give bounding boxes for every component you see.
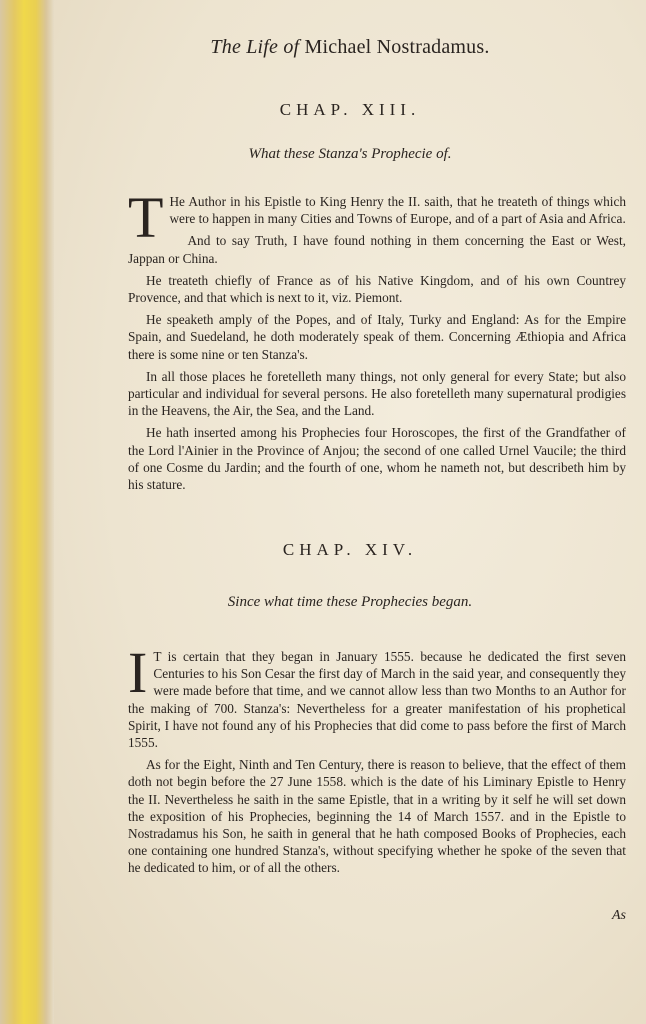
paragraph-text: He Author in his Epistle to King Henry the II. saith, that he treateth of things which were to happen in many Cities and Towns of Europe, and of a part of Asia and Africa. xyxy=(169,194,626,227)
running-header xyxy=(54,36,646,59)
chapter-14-heading: CHAP. XIV. xyxy=(282,540,418,559)
page-gutter xyxy=(0,0,54,1024)
paragraph: In all those places he foretelleth many things, not only general for every State; but also particular and individual for several persons. He also foretelleth many supernatural prodigies in the Heavens, the Air, the Sea, and the Land. xyxy=(128,368,626,419)
drop-cap: T xyxy=(128,185,164,250)
chapter-14-body xyxy=(128,640,626,882)
paragraph xyxy=(128,640,626,751)
paragraph-text: T is certain that they began in January 1555. because he dedicated the first seven Centuries to his Son Cesar the first day of March in the said year, and consequently they were made before that time, and we cannot allow less than two Months to an Author for the making of 700. Stanza's: Nevertheless for a greater manifestation of his prophetical Spirit, I have not found any of his Prophecies that did come to pass before the first of March 1555. xyxy=(128,649,626,751)
paragraph: He speaketh amply of the Popes, and of Italy, Turky and England: As for the Empire Spain, and Suedeland, he doth moderately speak of them. Concerning Æthiopia and Africa there is some nine or ten Stanza's. xyxy=(128,312,626,362)
paragraph: He treateth chiefly of France as of his Native Kingdom, and of his own Countrey Provence, and that which is next to it, viz. Piemont. xyxy=(128,272,626,306)
chapter-14-subtitle: Since what time these Prophecies began. xyxy=(227,594,473,610)
drop-cap: I xyxy=(128,640,148,705)
chapter-13-body xyxy=(128,185,626,498)
paragraph: And to say Truth, I have found nothing in them concerning the East or West, Jappan or China. xyxy=(128,233,626,266)
header-name: Michael Nostradamus. xyxy=(304,36,490,58)
catchword: As xyxy=(612,908,626,923)
header-prefix: The Life of xyxy=(210,36,300,58)
paragraph: As for the Eight, Ninth and Ten Century, there is reason to believe, that the effect of them doth not begin before the 27 June 1558. which is the date of his Liminary Epistle to Henry the II. Nevertheless he saith in the same Epistle, that in a writing by it self he will set down the exposition of his Prophecies, beginning the 14 of March 1557. and in the Epistle to Nostradamus his Son, he saith in general that he hath composed Books of Prophecies, each one containing one hundred Stanza's, without specifying whether he spoke of the seven that he dedicated to him, or of all the others. xyxy=(128,757,626,876)
chapter-13-heading: CHAP. XIII. xyxy=(279,100,421,119)
chapter-13-subtitle: What these Stanza's Prophecie of. xyxy=(248,146,452,162)
paragraph: He hath inserted among his Prophecies four Horoscopes, the first of the Grandfather of the Lord l'Ainier in the Province of Anjou; the second of one called Urnel Vaucile; the third of one Cosme du Jardin; and the fourth of one, whom he nameth not, but describeth him by his stature. xyxy=(128,425,626,493)
